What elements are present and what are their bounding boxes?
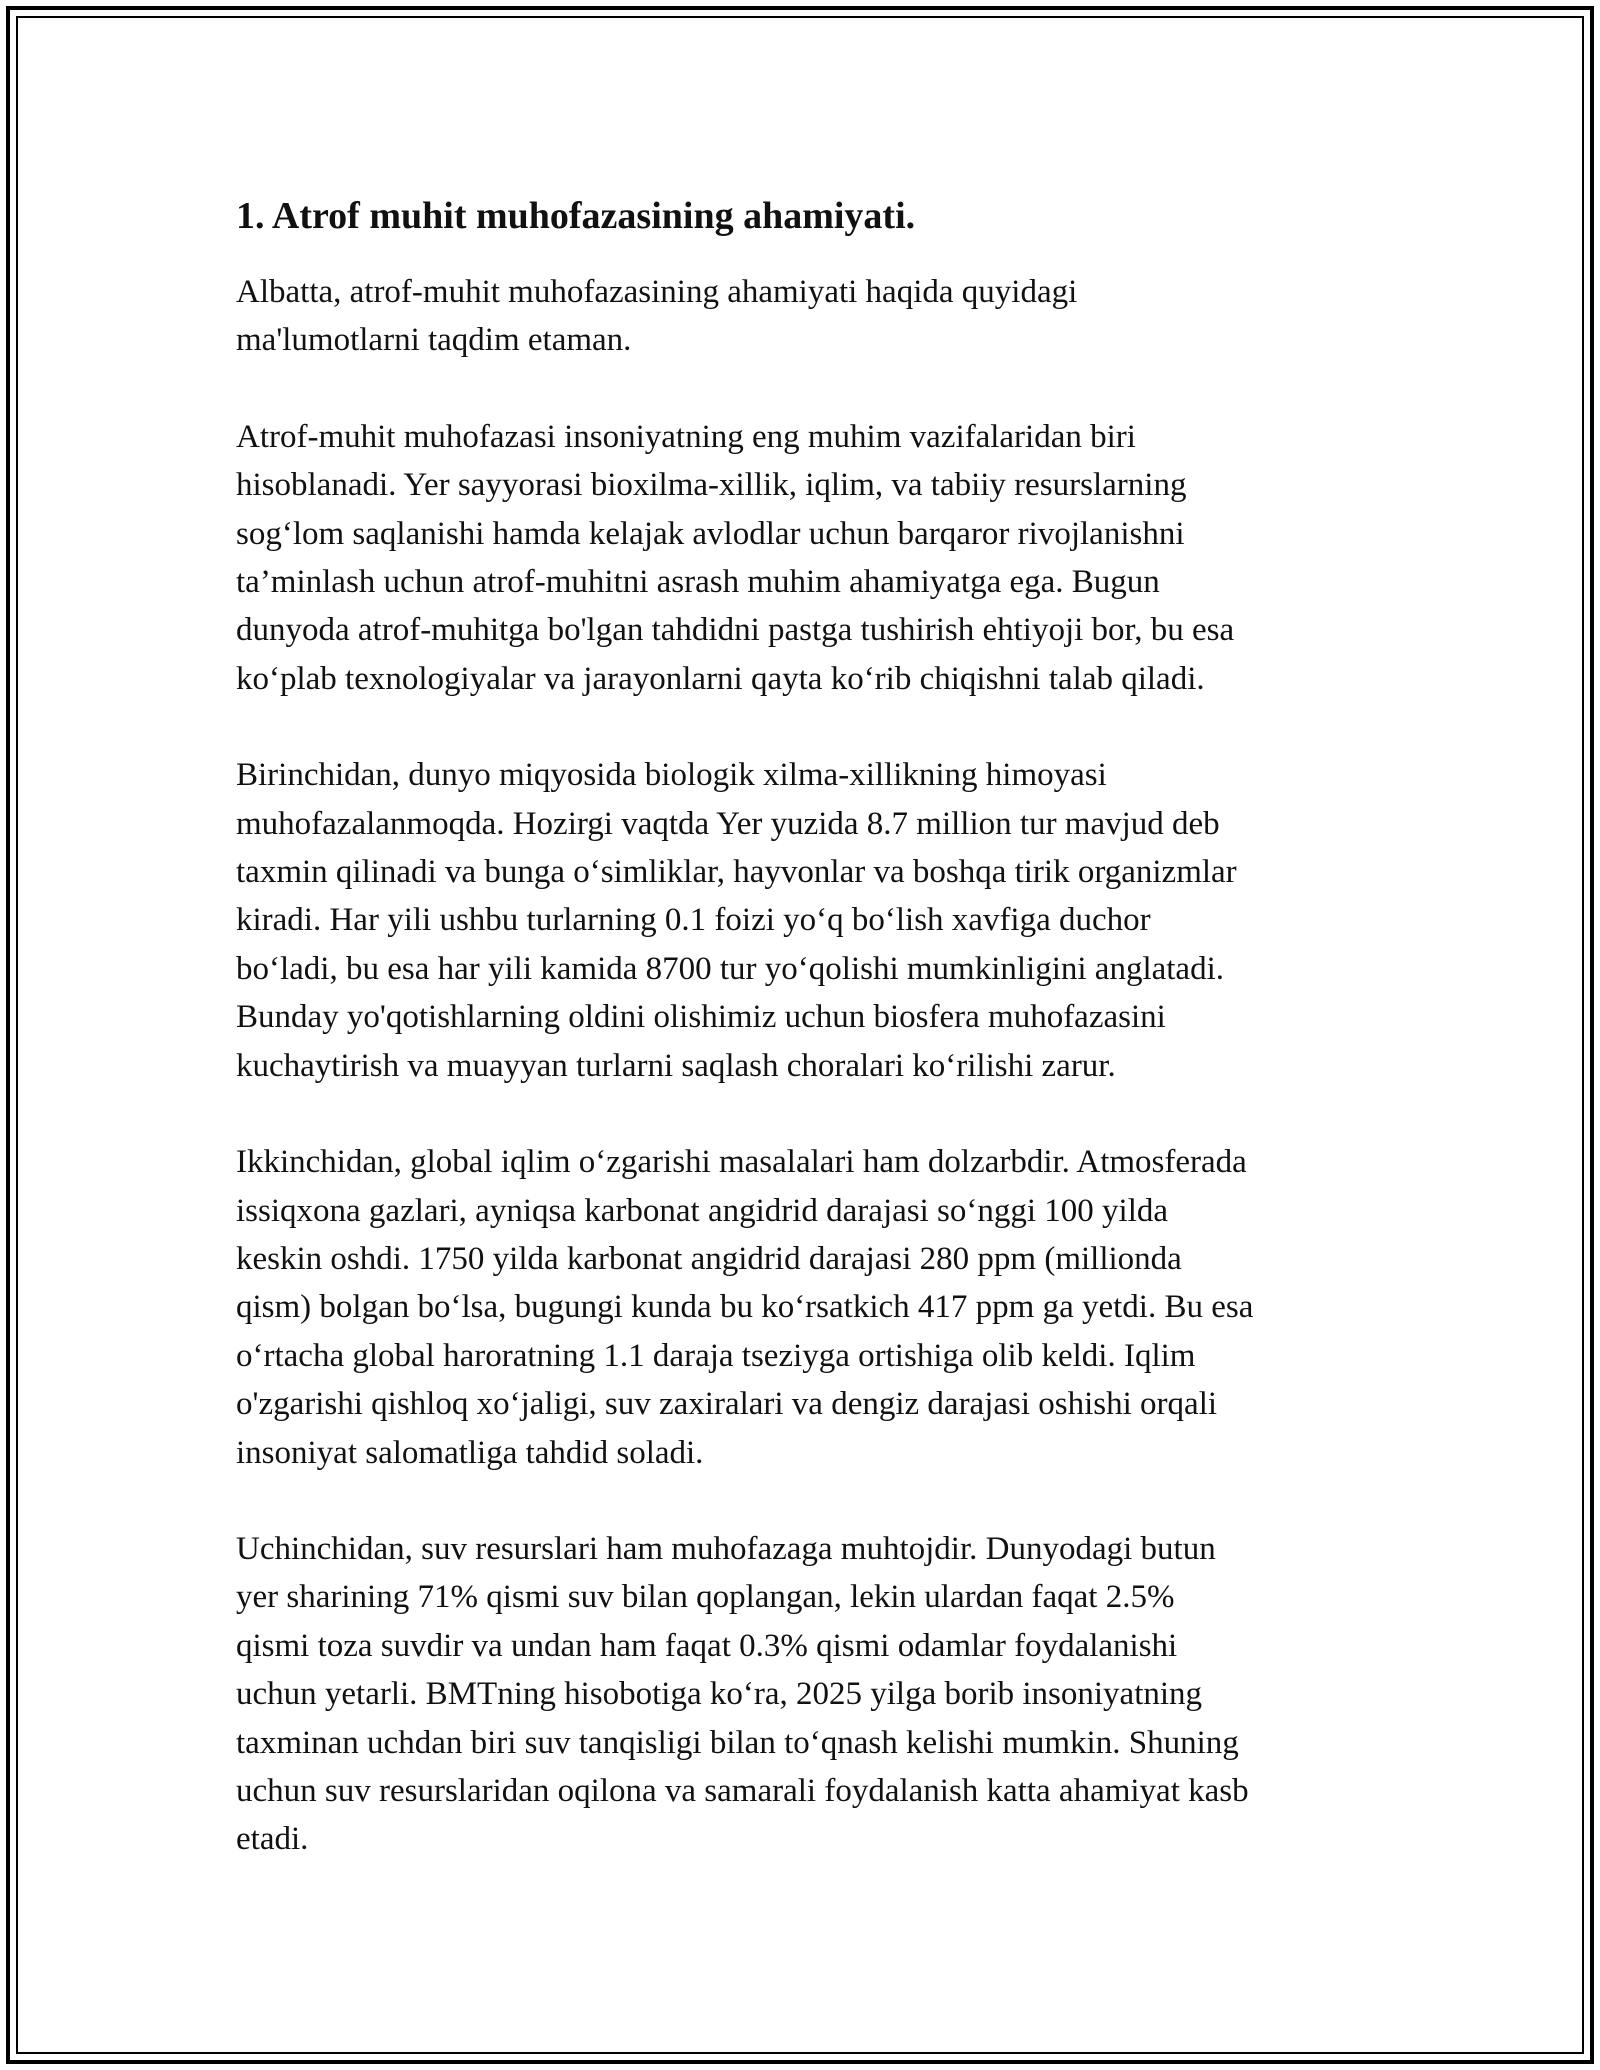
paragraph-water: Uchinchidan, suv resurslari ham muhofazaga muhtojdir. Dunyodagi butun yer sharining 71% qismi suv bilan qoplangan, lekin ulardan faqat 2.5% qismi toza suvdir va undan ham faqat 0.3% qismi odamlar foydalanishi uchun yetarli. BMTning hisobotiga ko‘ra, 2025 yilga borib insoniyatning taxminan uchdan biri suv tanqisligi bilan to‘qnash kelishi mumkin. Shuning uchun suv resurslaridan oqilona va samarali foydalanish katta ahamiyat kasb etadi. <box>236 1530 1249 1858</box>
paragraph-intro: Albatta, atrof-muhit muhofazasining ahamiyati haqida quyidagi ma'lumotlarni taqdim etaman. <box>236 274 1078 359</box>
paragraph-overview: Atrof-muhit muhofazasi insoniyatning eng muhim vazifalaridan biri hisoblanadi. Yer sayyorasi bioxilma-xillik, iqlim, va tabiiy resurslarning sog‘lom saqlanishi hamda kelajak avlodlar uchun barqaror rivojlanishni ta’minlash uchun atrof-muhitni asrash muhim ahamiyatga ega. Bugun dunyoda atrof-muhitga bo'lgan tahdidni pastga tushirish ehtiyoji bor, bu esa ko‘plab texnologiyalar va jarayonlarni qayta ko‘rib chiqishni talab qiladi. <box>236 418 1235 697</box>
document-body <box>236 186 1386 1864</box>
paragraph-biodiversity: Birinchidan, dunyo miqyosida biologik xilma-xillikning himoyasi muhofazalanmoqda. Hozirgi vaqtda Yer yuzida 8.7 million tur mavjud deb taxmin qilinadi va bunga o‘simliklar, hayvonlar va boshqa tirik organizmlar kiradi. Har yili ushbu turlarning 0.1 foizi yo‘q bo‘lish xavfiga duchor bo‘ladi, bu esa har yili kamida 8700 tur yo‘qolishi mumkinligini anglatadi. Bunday yo'qotishlarning oldini olishimiz uchun biosfera muhofazasini kuchaytirish va muayyan turlarni saqlash choralari ko‘rilishi zarur. <box>236 757 1237 1084</box>
document-title: 1. Atrof muhit muhofazasining ahamiyati. <box>236 195 916 237</box>
paragraph-climate: Ikkinchidan, global iqlim o‘zgarishi masalalari ham dolzarbdir. Atmosferada issiqxona gazlari, ayniqsa karbonat angidrid darajasi so‘nggi 100 yilda keskin oshdi. 1750 yilda karbonat angidrid darajasi 280 ppm (millionda qism) bolgan bo‘lsa, bugungi kunda bu ko‘rsatkich 417 ppm ga yetdi. Bu esa o‘rtacha global haroratning 1.1 daraja tseziyga ortishiga olib keldi. Iqlim o'zgarishi qishloq xo‘jaligi, suv zaxiralari va dengiz darajasi oshishi orqali insoniyat salomatliga tahdid soladi. <box>236 1144 1254 1471</box>
